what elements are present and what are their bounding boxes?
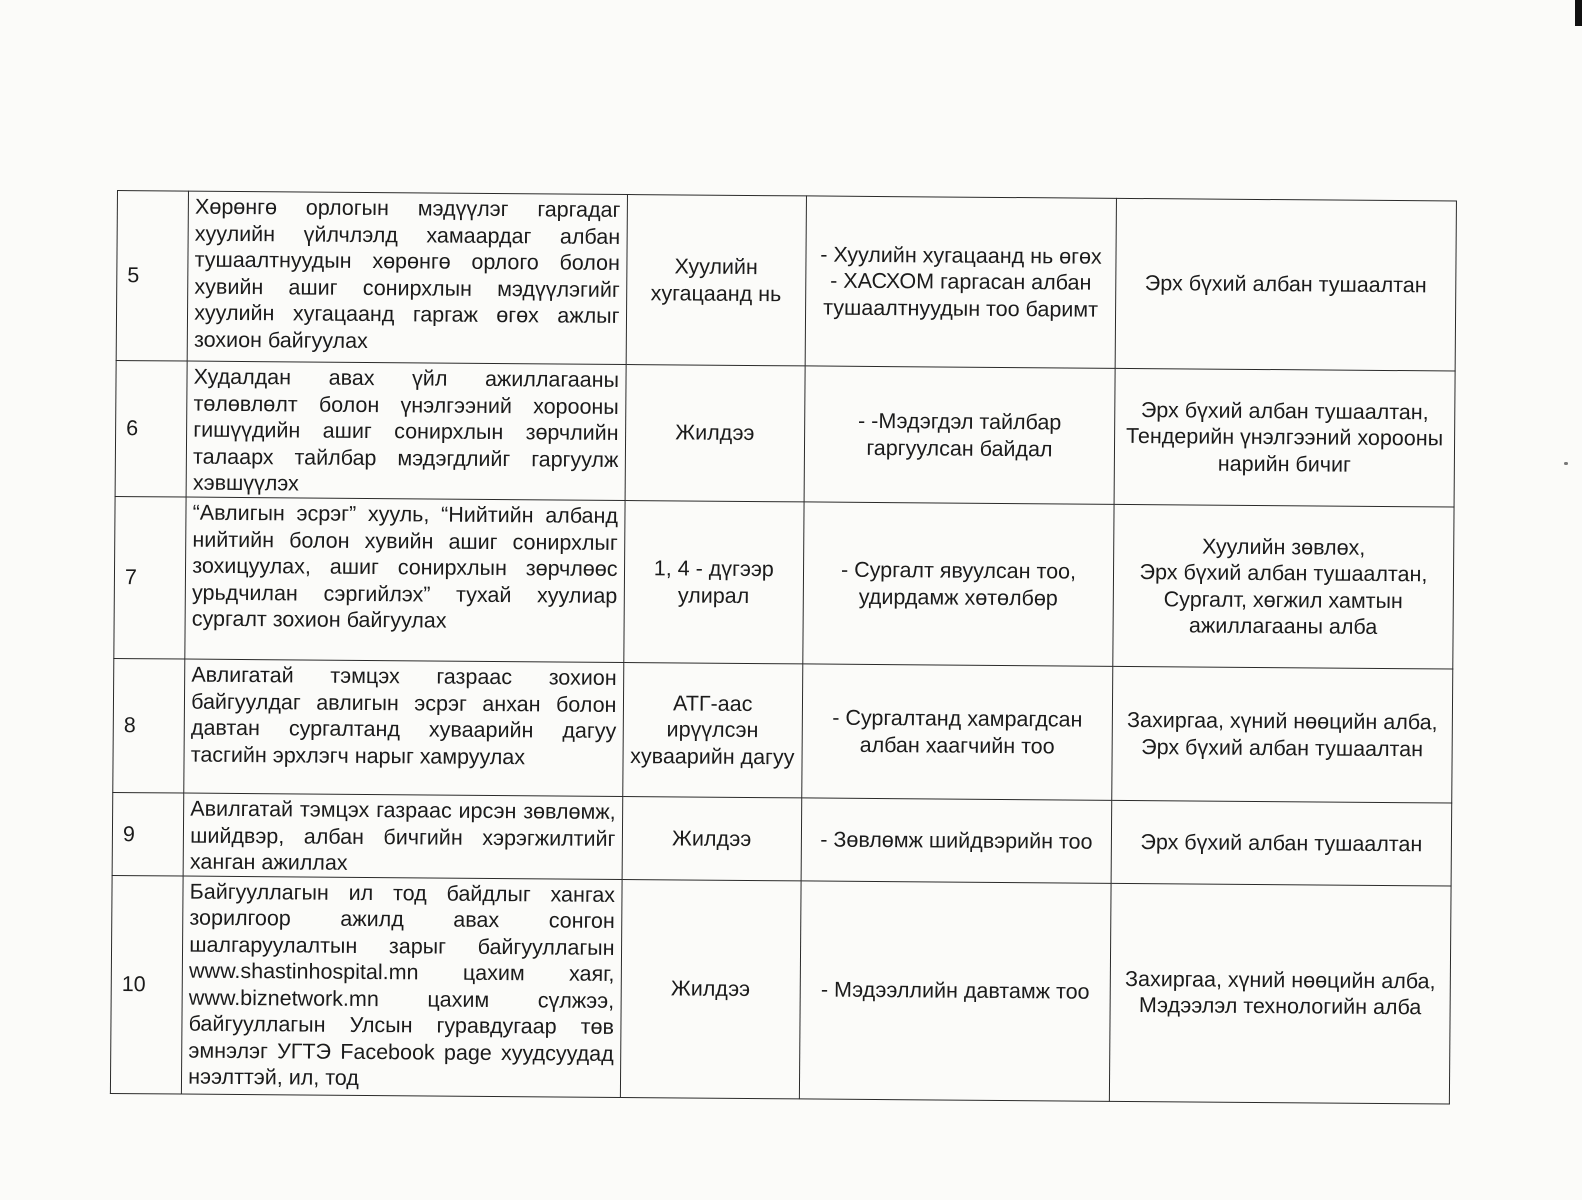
responsible-line: Захиргаа, хүний нөөцийн алба, [1124, 966, 1436, 993]
indicator-item: - Хуулийн хугацаанд нь өгөх [820, 242, 1102, 269]
task-cell: Байгууллагын ил тод байдлыг хангах зорилгоор ажилд авах сонгон шалгаруулалтын зарыг байгууллагын www.shastinhospital.mn цахим хаяг, www.biznetwork.mn цахим сүлжээ, байгууллагын Улсын гуравдугаар төв эмнэлэг УГТЭ Facebook page хуудсуудад нээлттэй, ил, тод [182, 876, 622, 1097]
indicator-cell [803, 502, 1114, 666]
table-row [116, 191, 1456, 372]
task-cell: “Авлигын эсрэг” хууль, “Нийтийн албанд нийтийн болон хувийн ашиг сонирхлыг зохицуулах, ашиг сонирхлын зөрчлөөс урьдчилан сэргийлэх” тухай хуулиар сургалт зохион байгуулах [185, 497, 625, 662]
table-row [115, 360, 1455, 507]
task-cell: Авилгатай тэмцэх газраас ирсэн зөвлөмж, шийдвэр, албан бичгийн хэрэгжилтийг ханган ажиллах [183, 793, 622, 879]
table-row [112, 792, 1452, 885]
task-cell: Худалдан авах үйл ажиллагааны төлөвлөлт болон үнэлгээний хорооны гишүүдийн ашиг сонирхлын зөрчлийн талаарх тайлбар мэдэгдлийг гаргуулж хэвшүүлэх [186, 361, 625, 500]
responsible-line: Эрх бүхий албан тушаалтан [1144, 271, 1427, 298]
indicator-item: - Мэдээллийн давтамж тоо [820, 977, 1090, 1004]
page-edge-mark [1575, 0, 1582, 26]
row-number: 9 [112, 792, 184, 875]
responsible-line: Тендерийн үнэлгээний хорооны нарийн бичиг [1125, 424, 1444, 477]
task-cell: Хөрөнгө орлогын мэдүүлэг гаргадаг хуулийн үйлчлэлд хамаардаг албан тушаалтнуудын хөрөнгө орлого болон хувийн ашиг сонирхлын мэдүүлэгийг хуулийн хугацаанд гаргаж өгөх ажлыг зохион байгуулах [187, 191, 627, 364]
timeline-cell: 1, 4 - дүгээр улирал [623, 500, 804, 663]
timeline-cell: Жилдээ [622, 796, 802, 880]
responsible-line: Эрх бүхий албан тушаалтан, Сургалт, хөгжил хамтын ажиллагааны алба [1139, 560, 1428, 639]
indicator-item: - -Мэдэгдэл тайлбар гаргуулсан байдал [857, 408, 1062, 461]
responsible-cell [1111, 800, 1452, 885]
row-number: 10 [110, 875, 183, 1094]
indicator-item: - Сургалтанд хамрагдсан албан хаагчийн тоо [832, 705, 1083, 758]
row-number: 5 [116, 191, 189, 362]
indicator-item: - Сургалт явуулсан тоо, удирдамж хөтөлбөр [840, 557, 1077, 610]
table-row [114, 496, 1454, 669]
indicator-item: - ХАСХОМ гаргасан албан тушаалтнуудын тоо баримт [823, 268, 1099, 322]
row-number: 7 [114, 496, 186, 659]
indicator-cell [804, 366, 1115, 504]
responsible-cell [1113, 504, 1454, 669]
indicator-cell [801, 798, 1112, 883]
responsible-line: Эрх бүхий албан тушаалтан [1140, 829, 1423, 856]
task-cell: Авлигатай тэмцэх газраас зохион байгуулдаг авлигын эсрэг анхан болон давтан сургалтанд хуваарийн дагуу тасгийн эрхлэгч нарыг хамруулах [184, 659, 623, 796]
responsible-cell [1109, 883, 1451, 1104]
indicator-cell [805, 196, 1116, 368]
indicator-item: - Зөвлөмж шийдвэрийн тоо [820, 827, 1093, 854]
row-number: 8 [113, 658, 185, 793]
responsible-cell [1112, 666, 1453, 803]
responsible-cell [1115, 198, 1456, 371]
plan-table [110, 190, 1457, 1104]
responsible-line: Эрх бүхий албан тушаалтан, [1140, 397, 1429, 425]
scan-speck [1564, 462, 1568, 465]
indicator-cell [799, 880, 1111, 1100]
timeline-cell: Хуулийн хугацаанд нь [626, 195, 807, 366]
table-row [113, 658, 1453, 803]
timeline-cell: Жилдээ [625, 365, 806, 502]
timeline-cell: Жилдээ [620, 879, 801, 1098]
row-number: 6 [115, 360, 187, 497]
responsible-line: Мэдээлэл технологийн алба [1138, 993, 1422, 1020]
timeline-cell: АТГ-аас ирүүлсэн хуваарийн дагуу [622, 662, 803, 797]
responsible-line: Эрх бүхий албан тушаалтан [1141, 734, 1424, 761]
responsible-line: Хуулийн зөвлөх, [1201, 534, 1366, 560]
table-row [110, 875, 1451, 1104]
responsible-line: Захиргаа, хүний нөөцийн алба, [1127, 707, 1438, 735]
responsible-cell [1114, 368, 1455, 507]
indicator-cell [802, 664, 1113, 800]
